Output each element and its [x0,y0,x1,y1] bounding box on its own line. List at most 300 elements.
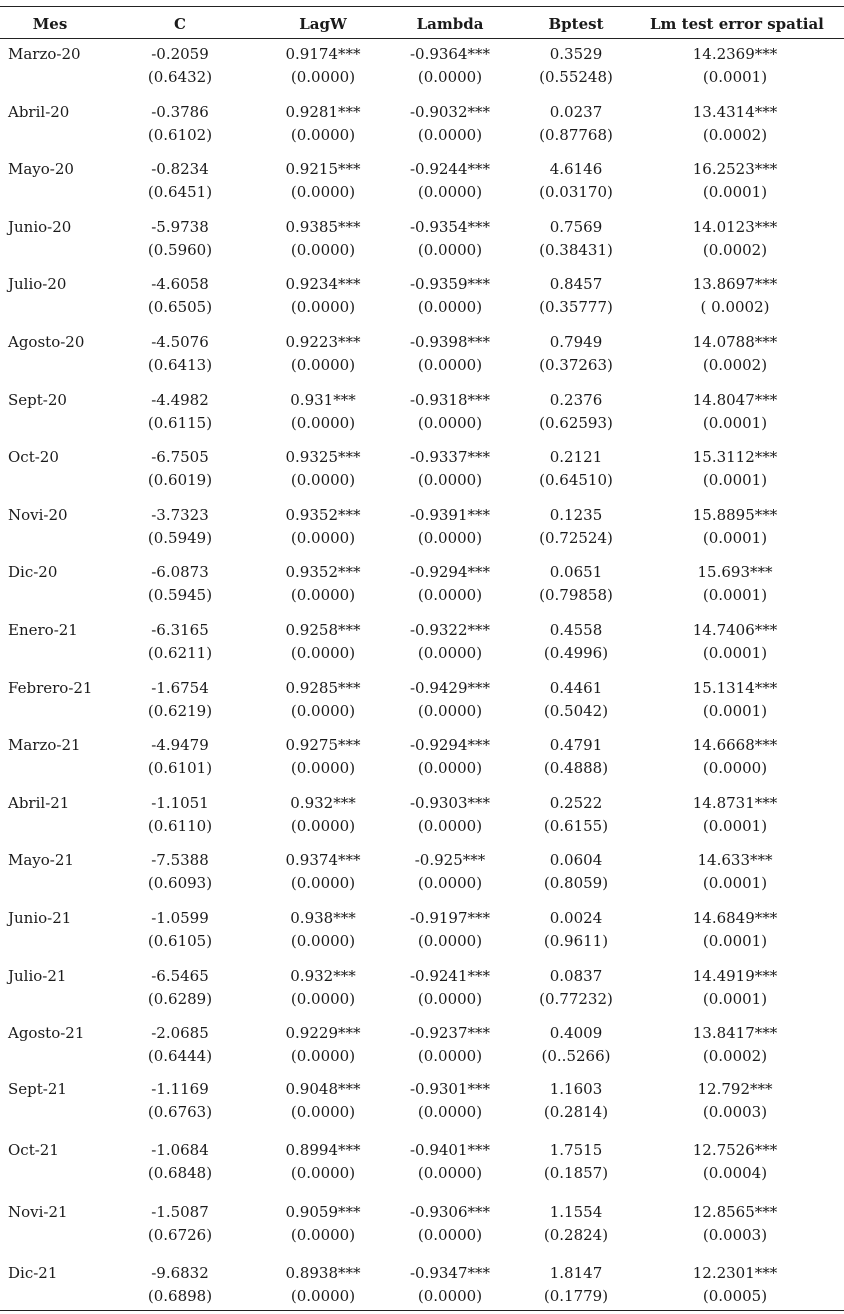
cell-bptest-stderr: (0.87768) [539,125,613,144]
cell-lagw [258,792,388,838]
cell-c-stderr: (0.6432) [147,68,213,86]
cell-lambda [385,101,515,147]
cell-lagw-stderr: (0.0000) [290,356,356,374]
cell-lagw-stderr: (0.0000) [290,701,356,720]
table-row [0,792,844,842]
cell-lambda-value: -0.9337*** [409,448,491,467]
cell-lagw [258,1262,388,1308]
cell-lambda-stderr: (0.0000) [417,989,483,1008]
cell-c-value: -1.0599 [151,909,209,927]
cell-lm-test-stderr: (0.0004) [702,1164,768,1183]
cell-bptest-stderr: (0.8059) [543,874,609,893]
cell-bptest-value: 0.2522 [549,793,603,812]
cell-mes: Oct-21 [8,1141,59,1160]
cell-lagw-value: 0.9048*** [285,1079,361,1098]
cell-lm-test-stderr: (0.0003) [702,1102,768,1121]
cell-lagw-stderr: (0.0000) [290,1047,356,1066]
cell-lm-test-value: 12.8565*** [692,1202,778,1221]
cell-c [130,1201,230,1247]
cell-c-stderr: (0.5960) [147,240,213,259]
cell-c [130,792,230,838]
cell-lm-test-value: 12.792*** [697,1079,773,1098]
cell-mes: Julio-21 [8,966,67,985]
cell-c-value: -0.2059 [151,45,209,63]
cell-mes: Sept-20 [8,390,67,409]
cell-bptest [515,965,637,1011]
cell-lagw-stderr: (0.0000) [290,471,356,490]
cell-lambda-value: -0.9303*** [409,793,491,812]
cell-lagw-value: 0.8938*** [285,1264,361,1283]
cell-c [130,561,230,607]
cell-mes: Marzo-20 [8,45,81,63]
cell-lm-test [650,389,820,435]
cell-bptest-value: 1.7515 [549,1141,603,1160]
cell-lambda-stderr: (0.0000) [417,125,483,144]
cell-lagw [258,158,388,204]
cell-c [130,101,230,147]
cell-bptest [515,561,637,607]
cell-mes: Novi-21 [8,1202,68,1221]
table-row [0,158,844,208]
cell-lm-test-stderr: ( 0.0002) [700,298,770,317]
cell-lambda-value: -0.9354*** [409,217,491,236]
cell-lm-test-value: 13.4314*** [692,102,778,121]
cell-c [130,446,230,492]
cell-lambda [385,1139,515,1185]
cell-lagw-stderr: (0.0000) [290,68,356,86]
table-row [0,1078,844,1128]
table-row [0,331,844,381]
cell-lambda [385,677,515,723]
cell-c-value: -6.7505 [151,448,209,467]
cell-c [130,907,230,953]
cell-lambda-stderr: (0.0000) [417,528,483,547]
cell-mes: Junio-21 [8,909,72,927]
cell-c-stderr: (0.6102) [147,125,213,144]
cell-lm-test [650,446,820,492]
cell-lm-test [650,849,820,895]
cell-c [130,1262,230,1308]
cell-c [130,677,230,723]
cell-lambda-stderr: (0.0000) [417,68,483,86]
cell-lambda-value: -0.925*** [414,851,486,870]
cell-lambda-value: -0.9241*** [409,966,491,985]
cell-lm-test-value: 14.633*** [697,851,773,870]
cell-lm-test-value: 15.8895*** [692,505,778,524]
cell-bptest [515,1022,637,1068]
cell-bptest-stderr: (0.1857) [543,1164,609,1183]
cell-bptest [515,504,637,550]
cell-lm-test [650,1139,820,1185]
header-lagw: LagW [299,15,347,33]
cell-lambda-value: -0.9429*** [409,678,491,697]
cell-lm-test-stderr: (0.0001) [702,701,768,720]
cell-bptest-value: 0.7569 [549,217,603,236]
cell-lambda-value: -0.9197*** [409,909,491,927]
cell-bptest [515,1262,637,1308]
cell-lm-test-stderr: (0.0001) [702,413,768,432]
cell-c-stderr: (0.6726) [147,1225,213,1244]
cell-bptest-value: 1.8147 [549,1264,603,1283]
cell-lm-test-value: 12.7526*** [692,1141,778,1160]
cell-lagw [258,331,388,377]
cell-bptest-value: 0.8457 [549,275,603,294]
cell-lm-test-stderr: (0.0001) [702,586,768,605]
cell-lambda-value: -0.9294*** [409,736,491,755]
cell-c-stderr: (0.6451) [147,183,213,202]
cell-c-value: -4.4982 [151,390,209,409]
cell-lagw-value: 0.9352*** [285,563,361,582]
cell-lambda [385,965,515,1011]
cell-lagw-value: 0.9174*** [285,45,361,63]
cell-lagw-stderr: (0.0000) [290,874,356,893]
cell-c-value: -4.6058 [151,275,209,294]
cell-lambda [385,504,515,550]
cell-bptest-stderr: (0.62593) [539,413,613,432]
cell-lagw-value: 0.9223*** [285,333,361,351]
cell-c [130,389,230,435]
cell-lambda [385,216,515,262]
cell-lm-test-stderr: (0.0005) [702,1287,768,1306]
cell-bptest [515,1078,637,1124]
cell-c [130,43,230,89]
cell-lm-test-value: 13.8697*** [692,275,778,294]
cell-bptest [515,734,637,780]
cell-c [130,331,230,377]
cell-lambda-stderr: (0.0000) [417,644,483,662]
cell-bptest [515,331,637,377]
cell-lm-test-stderr: (0.0002) [702,1047,768,1066]
cell-c-stderr: (0.6093) [147,874,213,893]
header-lambda: Lambda [416,15,484,33]
cell-c-value: -3.7323 [151,505,209,524]
cell-lm-test [650,158,820,204]
cell-bptest-value: 0.0837 [549,966,603,985]
cell-bptest-stderr: (0.79858) [539,586,613,605]
cell-lm-test-value: 15.1314*** [692,678,778,697]
cell-lagw [258,1201,388,1247]
cell-lagw [258,965,388,1011]
cell-c-stderr: (0.6219) [147,701,213,720]
cell-c-value: -9.6832 [151,1264,209,1283]
cell-lagw-value: 0.9229*** [285,1024,361,1043]
cell-lagw-stderr: (0.0000) [290,240,356,259]
cell-bptest [515,619,637,665]
cell-mes: Junio-20 [8,217,72,236]
cell-c-stderr: (0.6115) [147,413,213,432]
cell-lm-test [650,1078,820,1124]
cell-lagw-stderr: (0.0000) [290,413,356,432]
cell-c-stderr: (0.5949) [147,528,213,547]
cell-c-stderr: (0.6211) [147,644,213,662]
cell-c-value: -1.1169 [151,1079,209,1098]
cell-lagw-stderr: (0.0000) [290,1225,356,1244]
cell-lambda-stderr: (0.0000) [417,471,483,490]
cell-lm-test-value: 13.8417*** [692,1024,778,1043]
cell-c-value: -1.5087 [151,1202,209,1221]
cell-lagw-stderr: (0.0000) [290,1287,356,1306]
cell-lm-test [650,101,820,147]
cell-lm-test [650,273,820,319]
cell-lagw-value: 0.938*** [290,909,356,927]
table-row [0,734,844,784]
cell-c [130,619,230,665]
table-row [0,619,844,669]
cell-lm-test-stderr: (0.0001) [702,874,768,893]
cell-bptest-value: 0.2121 [549,448,603,467]
cell-lagw [258,101,388,147]
cell-lambda [385,389,515,435]
cell-lagw-stderr: (0.0000) [290,183,356,202]
cell-lambda-stderr: (0.0000) [417,932,483,950]
cell-lagw [258,677,388,723]
cell-lagw-value: 0.9258*** [285,621,361,639]
cell-lagw-stderr: (0.0000) [290,759,356,778]
header-lm-test: Lm test error spatial [650,15,824,33]
cell-lambda-value: -0.9391*** [409,505,491,524]
cell-bptest [515,907,637,953]
cell-c [130,273,230,319]
cell-c [130,216,230,262]
cell-lambda [385,1201,515,1247]
cell-bptest [515,389,637,435]
table-row [0,504,844,554]
cell-c-value: -1.0684 [151,1141,209,1160]
cell-c [130,158,230,204]
cell-lambda [385,619,515,665]
cell-lambda-value: -0.9306*** [409,1202,491,1221]
cell-mes: Mayo-20 [8,160,74,179]
cell-mes: Agosto-20 [8,333,85,351]
cell-bptest [515,792,637,838]
cell-lagw-value: 0.9385*** [285,217,361,236]
cell-mes: Oct-20 [8,448,59,467]
cell-bptest-stderr: (0.38431) [539,240,613,259]
cell-bptest [515,101,637,147]
cell-lagw [258,504,388,550]
cell-bptest-value: 0.0237 [549,102,603,121]
cell-lm-test [650,43,820,89]
cell-lagw [258,389,388,435]
cell-lagw-stderr: (0.0000) [290,125,356,144]
cell-bptest [515,677,637,723]
table-row [0,446,844,496]
cell-lm-test-stderr: (0.0000) [702,759,768,778]
cell-bptest [515,43,637,89]
cell-lagw-value: 0.9059*** [285,1202,361,1221]
cell-lagw-value: 0.8994*** [285,1141,361,1160]
cell-lambda-stderr: (0.0000) [417,1225,483,1244]
cell-mes: Sept-21 [8,1079,67,1098]
cell-bptest-stderr: (0.64510) [539,471,613,490]
cell-c-value: -4.9479 [151,736,209,755]
cell-c-stderr: (0.6763) [147,1102,213,1121]
cell-c [130,965,230,1011]
cell-lm-test-stderr: (0.0002) [702,125,768,144]
cell-lagw-stderr: (0.0000) [290,932,356,950]
cell-mes: Abril-20 [8,102,70,121]
cell-bptest-stderr: (0.72524) [539,528,613,547]
cell-c-stderr: (0.5945) [147,586,213,605]
cell-bptest-value: 0.4558 [549,621,603,639]
cell-lm-test [650,561,820,607]
cell-lambda-value: -0.9244*** [409,160,491,179]
header-rule [0,38,844,39]
cell-c-value: -2.0685 [151,1024,209,1043]
cell-c [130,504,230,550]
table-row [0,1139,844,1189]
cell-lagw-stderr: (0.0000) [290,644,356,662]
header-bptest: Bptest [548,15,604,33]
table-row [0,389,844,439]
cell-lagw-value: 0.9352*** [285,505,361,524]
cell-bptest [515,1139,637,1185]
cell-mes: Novi-20 [8,505,68,524]
cell-lambda-value: -0.9032*** [409,102,491,121]
cell-bptest-stderr: (0.4888) [543,759,609,778]
cell-bptest [515,273,637,319]
cell-lm-test-value: 14.0788*** [692,333,778,351]
cell-lagw [258,1139,388,1185]
cell-lm-test [650,965,820,1011]
cell-mes: Enero-21 [8,621,78,639]
cell-lm-test [650,216,820,262]
cell-lambda-stderr: (0.0000) [417,356,483,374]
cell-bptest-value: 0.4461 [549,678,603,697]
cell-lagw [258,1078,388,1124]
cell-lagw-stderr: (0.0000) [290,586,356,605]
cell-lm-test-stderr: (0.0002) [702,240,768,259]
cell-lagw [258,1022,388,1068]
cell-lagw-stderr: (0.0000) [290,528,356,547]
cell-bptest [515,446,637,492]
cell-lagw-value: 0.9234*** [285,275,361,294]
cell-c-value: -0.8234 [151,160,209,179]
table-row [0,43,844,93]
cell-lagw-value: 0.9374*** [285,851,361,870]
cell-c-value: -1.1051 [151,793,209,812]
cell-c-value: -4.5076 [151,333,209,351]
cell-lagw [258,216,388,262]
bottom-rule [0,1310,844,1311]
cell-bptest-value: 1.1554 [549,1202,603,1221]
cell-bptest-stderr: (0.37263) [539,356,613,374]
cell-lm-test [650,1262,820,1308]
cell-mes: Dic-20 [8,563,58,582]
table-row [0,216,844,266]
cell-bptest-stderr: (0.5042) [543,701,609,720]
cell-bptest-stderr: (0.9611) [543,932,609,950]
table-row [0,965,844,1015]
cell-mes: Abril-21 [8,793,70,812]
cell-c-stderr: (0.6413) [147,356,213,374]
cell-lagw-value: 0.9285*** [285,678,361,697]
cell-bptest-value: 4.6146 [549,160,603,179]
table-header [0,8,844,38]
cell-lambda-value: -0.9347*** [409,1264,491,1283]
cell-bptest-value: 0.0604 [549,851,603,870]
cell-lm-test-value: 12.2301*** [692,1264,778,1283]
cell-lm-test-stderr: (0.0001) [702,528,768,547]
cell-lambda [385,734,515,780]
cell-lm-test [650,734,820,780]
cell-lm-test-value: 14.7406*** [692,621,778,639]
cell-bptest [515,216,637,262]
cell-lambda-value: -0.9301*** [409,1079,491,1098]
table-row [0,1201,844,1251]
cell-lagw-value: 0.932*** [290,966,356,985]
cell-bptest-stderr: (0.1779) [543,1287,609,1306]
cell-lambda [385,43,515,89]
cell-lm-test-stderr: (0.0003) [702,1225,768,1244]
cell-lambda [385,331,515,377]
cell-lm-test-stderr: (0.0001) [702,932,768,950]
cell-mes: Febrero-21 [8,678,93,697]
cell-lagw [258,561,388,607]
cell-lambda-value: -0.9237*** [409,1024,491,1043]
cell-lm-test-value: 14.6849*** [692,909,778,927]
table-row [0,273,844,323]
cell-lm-test-stderr: (0.0002) [702,356,768,374]
cell-lambda [385,561,515,607]
cell-bptest-stderr: (0.2814) [543,1102,609,1121]
cell-lambda [385,1022,515,1068]
cell-bptest-stderr: (0.6155) [543,816,609,835]
cell-lm-test-stderr: (0.0001) [702,183,768,202]
cell-lm-test-value: 14.2369*** [692,45,778,63]
table-row [0,1262,844,1312]
cell-bptest-value: 1.1603 [549,1079,603,1098]
cell-c-value: -0.3786 [151,102,209,121]
cell-c-stderr: (0.6019) [147,471,213,490]
cell-lambda-stderr: (0.0000) [417,759,483,778]
cell-mes: Agosto-21 [8,1024,85,1043]
cell-lm-test [650,331,820,377]
cell-c-value: -6.0873 [151,563,209,582]
cell-bptest-value: 0.4009 [549,1024,603,1043]
cell-c-stderr: (0.6505) [147,298,213,317]
cell-lambda-value: -0.9398*** [409,333,491,351]
table-row [0,561,844,611]
cell-lagw-value: 0.931*** [290,390,356,409]
cell-lm-test-value: 16.2523*** [692,160,778,179]
cell-c-value: -1.6754 [151,678,209,697]
cell-bptest-stderr: (0.77232) [539,989,613,1008]
cell-lambda [385,273,515,319]
cell-bptest-stderr: (0..5266) [541,1047,611,1066]
cell-lm-test-value: 14.8047*** [692,390,778,409]
cell-bptest-stderr: (0.4996) [543,644,609,662]
cell-bptest-value: 0.2376 [549,390,603,409]
cell-lambda-stderr: (0.0000) [417,1164,483,1183]
cell-lm-test [650,907,820,953]
cell-lambda-stderr: (0.0000) [417,586,483,605]
top-rule [0,6,844,7]
cell-bptest [515,158,637,204]
cell-c-value: -7.5388 [151,851,209,870]
cell-lm-test-stderr: (0.0001) [702,644,768,662]
cell-lm-test [650,1201,820,1247]
cell-c [130,1139,230,1185]
cell-lagw [258,619,388,665]
cell-c-stderr: (0.6105) [147,932,213,950]
cell-lagw-value: 0.9215*** [285,160,361,179]
cell-bptest-value: 0.0651 [549,563,603,582]
cell-lagw-stderr: (0.0000) [290,989,356,1008]
cell-mes: Mayo-21 [8,851,74,870]
cell-lambda-value: -0.9318*** [409,390,491,409]
cell-lagw [258,734,388,780]
